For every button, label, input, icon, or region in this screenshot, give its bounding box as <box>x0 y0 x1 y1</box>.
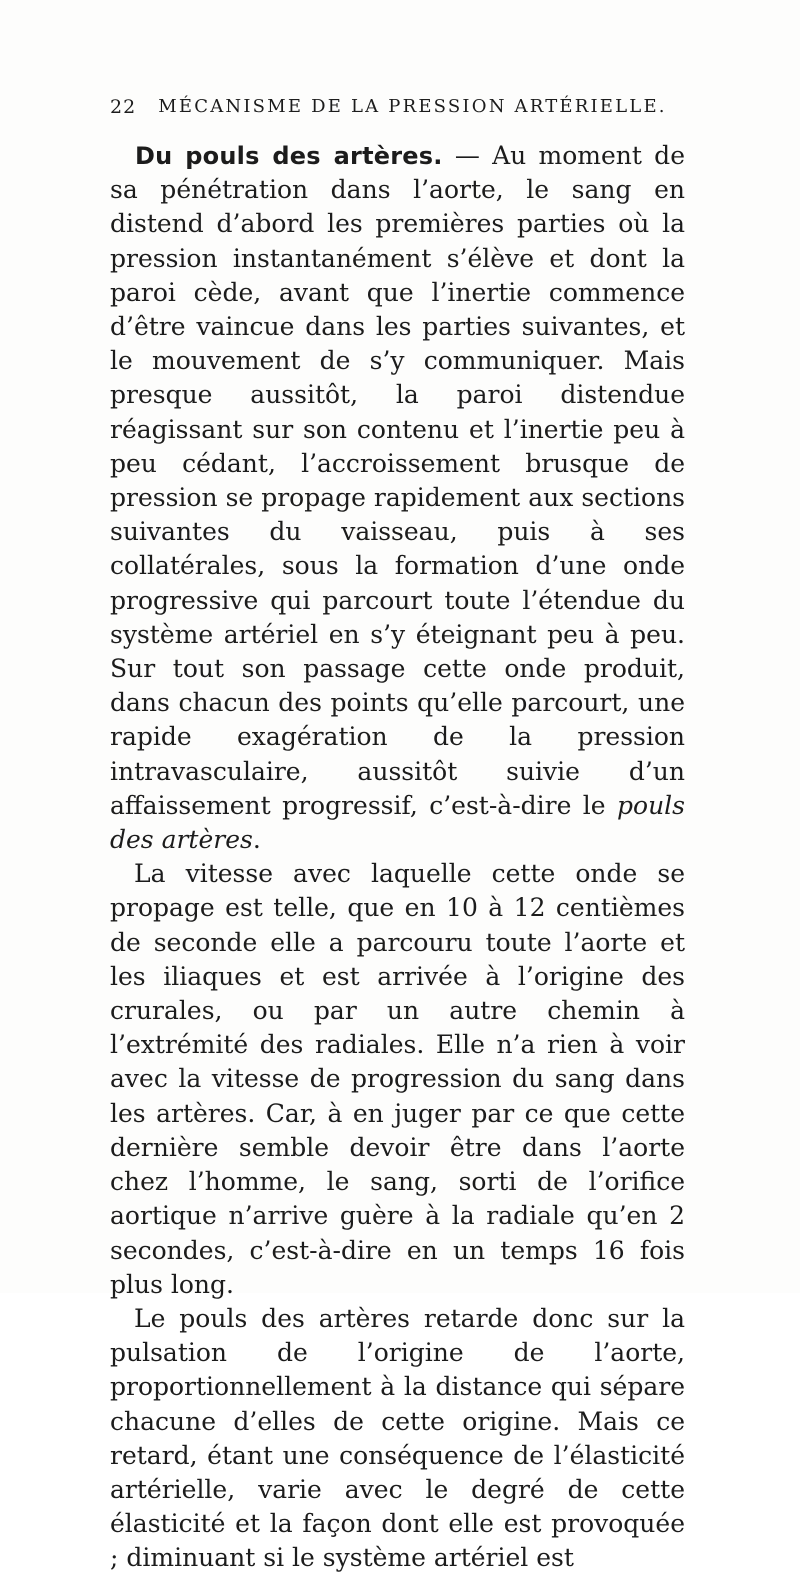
paragraph-3-text: Le pouls des artères retarde donc sur la pulsation de l’origine de l’aorte, proportionnellement à la distance qui sépare chacune d’elles de cette origine. Mais ce retard, étant une conséquence de l’élasticité artérielle, varie avec le degré de cette élasticité et la façon dont elle est provoquée ; diminuant si le système artériel est <box>110 1303 685 1573</box>
paragraph-2 <box>110 857 685 1302</box>
paragraph-2-text: La vitesse avec laquelle cette onde se propage est telle, que en 10 à 12 centièmes de seconde elle a parcouru toute l’aorte et les iliaques et est arrivée à l’origine des crurales, ou par un autre chemin à l’extrémité des radiales. Elle n’a rien à voir avec la vitesse de progression du sang dans les artères. Car, à en juger par ce que cette dernière semble devoir être dans l’aorte chez l’homme, le sang, sorti de l’orifice aortique n’arrive guère à la radiale qu’en 2 secondes, c’est-à-dire en un temps 16 fois plus long. <box>110 859 685 1299</box>
page-number: 22 <box>110 96 137 118</box>
running-header <box>110 96 685 120</box>
paragraph-3 <box>110 1302 685 1576</box>
section-heading: Du pouls des artères. <box>135 142 443 170</box>
paragraph-1-emphasis: pouls des artères <box>110 790 685 855</box>
paragraph-1 <box>110 139 685 857</box>
running-title: MÉCANISME DE LA PRESSION ARTÉRIELLE. <box>158 96 667 117</box>
paragraph-1-end: . <box>252 825 261 855</box>
paragraph-1-text: Au moment de sa pénétration dans l’aorte, le sang en distend d’abord les premières parties où la pression instantanément s’élève et dont la paroi cède, avant que l’inertie commence d’être vaincue dans les parties suivantes, et le mouvement de s’y communiquer. Mais presque aussitôt, la paroi distendue réagissant sur son contenu et l’inertie peu à peu cédant, l’accroissement brusque de pression se propage rapidement aux sections suivantes du vaisseau, puis à ses collatérales, sous la formation d’une onde progressive qui parcourt toute l’étendue du système artériel en s’y éteignant peu à peu. Sur tout son passage cette onde produit, dans chacun des points qu’elle parcourt, une rapide exagération de la pression intravasculaire, aussitôt suivie d’un affaissement progressif, c’est-à-dire le <box>110 141 685 820</box>
body-text <box>110 139 685 1576</box>
heading-dash: — <box>442 141 493 170</box>
